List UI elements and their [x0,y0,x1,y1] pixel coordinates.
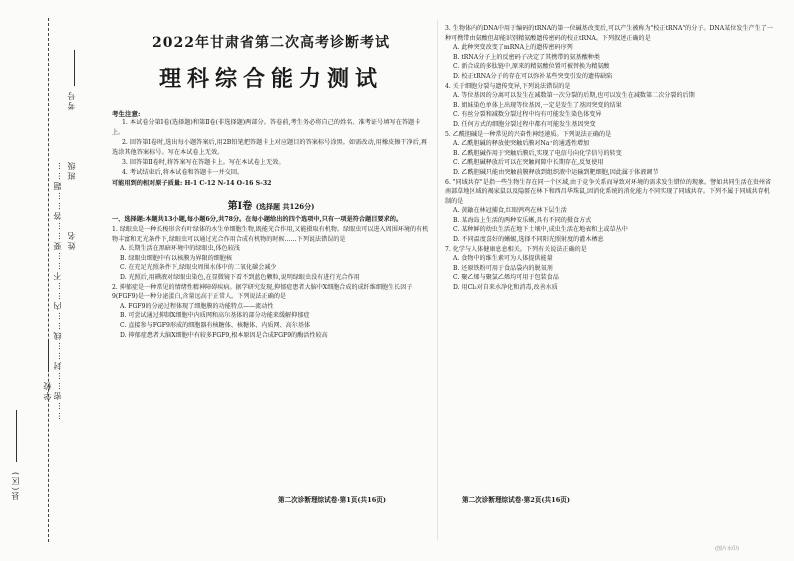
question-option: B. 绿眼虫细胞中有以核膜为界限的细胞核 [120,254,232,262]
question-option: C. 聚乙烯与聚氯乙烯均可用于包装食品 [453,274,559,282]
question-option: A. 长期生活在黑暗环境中的绿眼虫,体色较浅 [120,245,240,253]
name-field-label: 姓名 [67,230,76,250]
atomic-masses: 可能用到的相对原子质量: H-1 C-12 N-14 O-16 S-32 [112,180,272,187]
question-option: D. 用Cl₂对自来水净化和消毒,改善水质 [453,284,558,292]
question-option: B. tRNA分子上的反密码子决定了其携带的氨基酸种类 [453,53,600,61]
county-field-line [16,410,17,462]
question-1 [112,225,430,283]
question-4 [445,82,775,130]
notice-item: 1. 本试卷分第Ⅰ卷(选择题)和第Ⅱ卷(非选择题)两部分。答卷前,考生务必将自己的姓名、准考证号填写在答题卡上。 [112,119,421,136]
question-option: C. 在充足光照条件下,绿眼虫周围水体中的二氧化碳会减少 [120,264,277,272]
cut-line-text: ……密……封……线……内……不……要……答……题…… [53,160,62,420]
cut-line [48,18,49,542]
question-6 [445,178,775,245]
question-stem: 4. 关于细胞分裂与遗传变异,下列说法错误的是 [445,82,571,90]
question-option: C. 新合成的多肽链中,原来的精氨酸位置可被替换为精氨酸 [453,63,610,71]
left-page [112,28,430,340]
question-option: B. 某海岛上生活的两种安乐蜥,具有不同的摄食方式 [453,216,592,224]
question-option: A. FGF9的分泌过程体现了细胞膜的功能特点——流动性 [120,302,274,310]
footer-left: 第二次诊断理综试卷·第1页(共16页) [278,496,387,504]
volume-label: 第Ⅰ卷 [227,201,253,212]
question-5 [445,130,775,178]
question-stem: 3. 生物体内的DNA中用于编码的tRNA的第一位碱基改变后,可以产生被称为"校正tRNA"的分子。DNA某位发生产生了一种可携带由氨酸但却能识别精氨酸遗传密码的校正tRNA。下列叙述正确的是 [445,25,773,42]
question-option: C. 乙酰胆碱释放后可以在突触间隙中长期存在,反复使用 [453,159,604,167]
question-option: A. 黄鼬在林冠捕食,红眼鹑鸡在林下层生活 [453,207,567,215]
exam-number-field-line [74,50,75,86]
question-option: D. 光照后,用碘液对绿眼虫染色,在显微镜下看不到蓝色颗粒,说明绿眼虫没有进行光合作用 [120,273,360,281]
question-stem: 6. "同域共存"是指一些生物生存在同一个区域,由于竞争关系而导致对环境的需求发生错位的现象。譬如共同生活在贵州省南部草地区域的褐家鼠以及隐匿在林下和西昌华珠鼠,因消化系统的消化能力不同实现了同域共存。下列不属于同域共存机制的是 [445,178,772,205]
question-stem: 5. 乙酰胆碱是一种常见的兴奋性神经递质。下列说法正确的是 [445,130,612,138]
notice-item: 2. 回答第Ⅰ卷时,选出每小题答案后,用2B铅笔把答题卡上对应题目的答案标号涂黑。如需改动,用橡皮擦干净后,再选涂其他答案标号。写在本试卷上无效。 [112,139,428,156]
question-option: D. 任何方式的细胞分裂过程中都有可能发生基因突变 [453,120,596,128]
question-option: D. 抑郁症患者大脑X细胞中有较多FGF9,根本原因是合成FGF9的酶活性较高 [120,331,328,339]
footer-right: 第二次诊断理综试卷·第2页(共16页) [462,496,571,504]
exam-number-field-label: 考号 [67,90,76,110]
question-option: B. 乙酰胆碱作用于突触后膜后,实现了电信号向化学信号的转变 [453,149,622,157]
question-option: A. 食物中的维生素可为人体提供能量 [453,255,553,263]
class-field-label: 班级 [67,160,76,180]
exam-title: 2022年甘肃省第二次高考诊断考试 [152,35,390,51]
binding-strip [4,10,94,550]
question-option: B. 还原铁粉可用于食品袋内的脱氧剂 [453,264,553,272]
right-page [445,24,775,293]
question-option: D. 不同温度喜好的蜥蜴,选择不同阳光照射度的灌木栖息 [453,236,604,244]
question-option: A. 此种突变改变了mRNA上的遗传密码序列 [453,44,573,52]
question-option: D. 乙酰胆碱只能由突触前膜释放到组织液中运输到靶细胞,因此属于体液调节 [453,168,659,176]
subject-title: 理科综合能力测试 [158,66,383,92]
question-option: B. 可尝试通过抑制X细胞中内质网和高尔基体的部分功能来缓解抑郁症 [120,312,310,320]
school-field-label: 学校 [43,380,52,400]
notice-item: 4. 考试结束后,将本试卷和答题卡一并交回。 [122,169,244,176]
county-field-label: 县(区) [11,470,20,501]
question-option: C. 某种鲜的幼虫生活在地下土壤中,成虫生活在地表和上或草丛中 [453,226,628,234]
question-option: C. 有丝分裂和减数分裂过程中均有可能发生染色体变异 [453,111,602,119]
section-heading: 一、选择题:本题共13小题,每小题6分,共78分。在每小题给出的四个选项中,只有一项是符合题目要求的。 [112,216,403,223]
page-gutter [437,20,438,540]
watermark-stamp: (图片水印) [715,546,739,552]
question-option: A. 乙酰胆碱的释放使突触后膜对Na⁺的通透性增加 [453,140,590,148]
notice-heading: 考生注意: [112,110,141,118]
volume-subtitle: (选择题 共126分) [255,202,315,211]
question-7 [445,245,775,293]
volume-title [112,197,430,212]
question-option: C. 直接参与FGF9形成的细胞器有核糖体、核糖体、内质网、高尔基体 [120,321,311,329]
question-option: A. 等位基因的分离可以发生在减数第一次分裂的后期,也可以发生在减数第二次分裂的后期 [453,92,695,100]
notice-item: 3. 回答第Ⅱ卷时,将答案写在答题卡上。写在本试卷上无效。 [122,159,285,166]
question-option: B. 姐妹染色单体上出现等位基因,一定是发生了基因突变的结果 [453,101,622,109]
question-stem: 1. 绿眼虫是一种长梭形含有叶绿体的水生单细胞生物,既能光合作用,又能摄取有机物。绿眼虫可以进入周围环境的有机物丰富和无光条件下,绿眼虫可以通过光合作用合成有机物的时候……下列说法错误的是 [112,226,429,243]
question-stem: 2. 抑郁症是一种常见的情绪性精神障碍疾病。据学研究发现,抑郁症患者大脑中X细胞合成的成纤维细胞生长因子9(FGF9)是一种分泌蛋白,含量远高于正常人。下列说法正确的是 [112,283,413,301]
question-stem: 7. 化学与人体健康息息相关。下列有关说法正确的是 [445,245,587,253]
question-2 [112,283,430,341]
question-3 [445,24,775,82]
question-option: D. 校正tRNA分子的存在可以弥补某些突变引发的遗传缺陷 [453,72,613,80]
school-field-line [48,340,49,372]
